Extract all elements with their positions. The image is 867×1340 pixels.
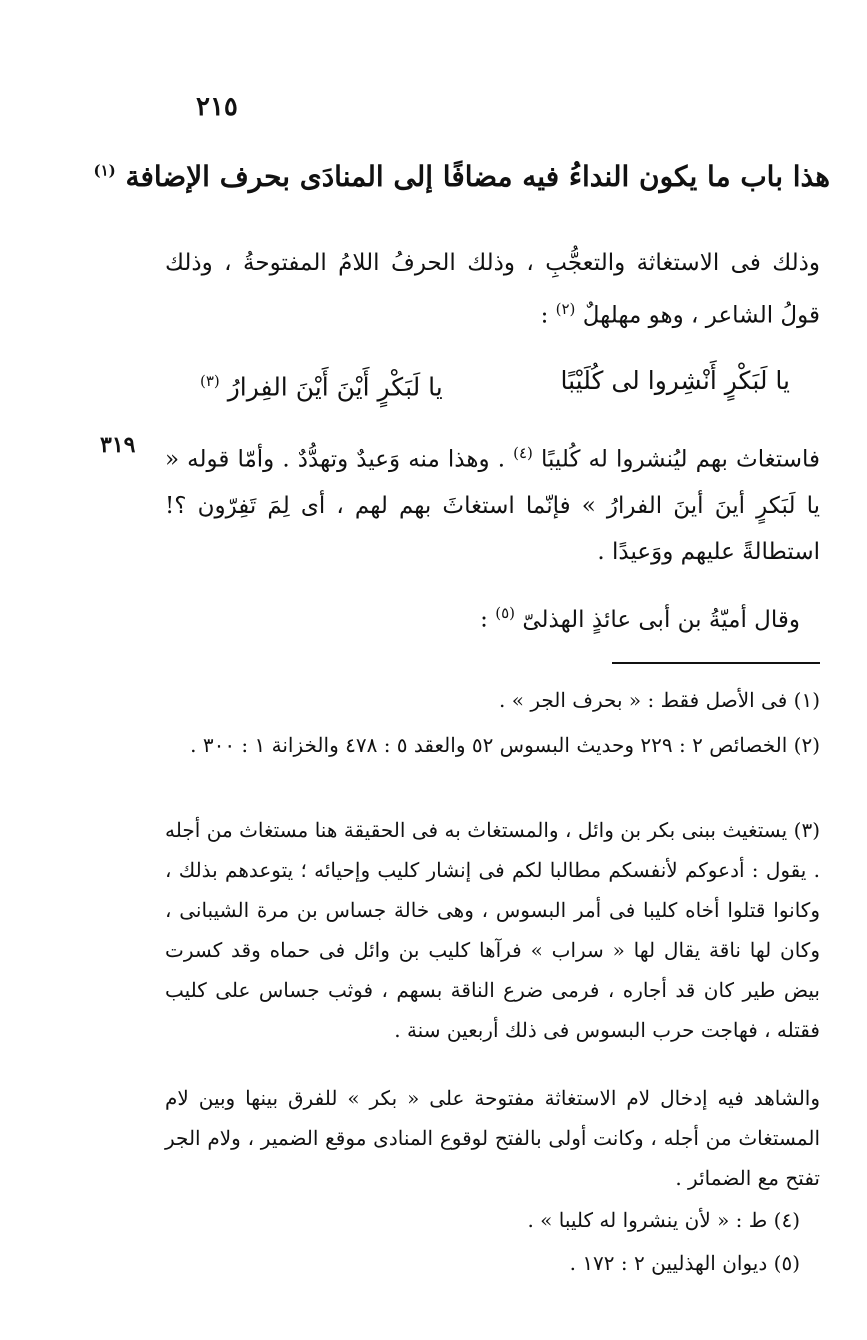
title-footnote-ref: (١): [93, 161, 116, 180]
footnote-ref-5: (٥): [495, 604, 515, 622]
poem-intro-text: وقال أميّةُ بن أبى عائذٍ الهذلىّ: [522, 606, 800, 633]
footnote-divider: [612, 662, 820, 664]
footnote-ref-4: (٤): [513, 444, 533, 462]
margin-reference-number: ٣١٩: [100, 432, 136, 458]
verse-hemistich-1: يا لَبَكْرٍ أَنْشِروا لى كُلَيْبًا: [560, 366, 790, 395]
page-number: ٢١٥: [196, 92, 238, 122]
paragraph-commentary: [165, 430, 820, 575]
footnote-ref-3: (٣): [200, 372, 220, 390]
chapter-title-text: هذا باب ما يكون النداءُ فيه مضافًا إلى المنادَى بحرف الإضافة: [125, 160, 830, 193]
footnote-2: (٢) الخصائص ٢ : ٢٢٩ وحديث البسوس ٥٢ والعقد ٥ : ٤٧٨ والخزانة ١ : ٣٠٠ .: [190, 733, 820, 757]
poem-intro-end: :: [480, 606, 488, 633]
verse-hemistich-2: يا لَبَكْرٍ أَيْنَ أَيْنَ الفِرارُ: [227, 372, 443, 402]
footnote-4: (٤) ط : « لأن ينشروا له كليبا » .: [527, 1208, 800, 1232]
footnote-1: (١) فى الأصل فقط : « بحرف الجر » .: [499, 688, 820, 712]
paragraph-commentary-rest: . وهذا منه وَعيدٌ وتهدُّدٌ . وأمّا قوله « يا لَبَكرٍ أينَ أينَ الفرارُ » فإنّما استغاثَ بهم لهم ، أى لِمَ تَفِرّون ؟! استطالةً عليهم ووَعيدًا .: [165, 446, 820, 565]
paragraph-intro-end: :: [540, 302, 549, 329]
paragraph-intro: [165, 240, 820, 339]
paragraph-intro-text: وذلك فى الاستغاثة والتعجُّبِ ، وذلك الحرفُ اللامُ المفتوحةُ ، وذلك قولُ الشاعر ، وهو مهلهلٌ: [165, 250, 820, 329]
footnote-ref-2: (٢): [555, 300, 576, 318]
footnote-3-note: والشاهد فيه إدخال لام الاستغاثة مفتوحة على « بكر » للفرق بينها وبين لام المستغاث من أجله ، وكانت أولى بالفتح لوقوع المنادى موقع الضمير ، ولام الجر تفتح مع الضمائر .: [165, 1086, 821, 1190]
chapter-title: [93, 160, 830, 193]
verse-hemistich-2-wrap: [200, 355, 443, 413]
poem-intro-line: [165, 590, 820, 643]
poetry-verse: [200, 355, 790, 413]
footnote-3: (٣) يستغيث ببنى بكر بن وائل ، والمستغاث به فى الحقيقة هنا مستغاث من أجله . يقول : أدعوكم لأنفسكم مطالبا لكم فى إنشار كليب وإحيائه ؛ يتوعدهم بذلك ، وكانوا قتلوا أخاه كليبا فى أمر البسوس ، وهى خالة جساس بن مرة الشيبانى ، وكان لها ناقة يقال لها « سراب » فرآها كليب بن وائل فى حماه وقد كسرت بيض طير كان قد أجاره ، فرمى ضرع الناقة بسهم ، فوثب جساس على كليب فقتله ، فهاجت حرب البسوس فى ذلك أربعين سنة .: [165, 818, 820, 1042]
paragraph-commentary-start: فاستغاث بهم ليُنشروا له كُليبًا: [540, 446, 821, 473]
footnote-5: (٥) ديوان الهذليين ٢ : ١٧٢ .: [569, 1251, 800, 1275]
